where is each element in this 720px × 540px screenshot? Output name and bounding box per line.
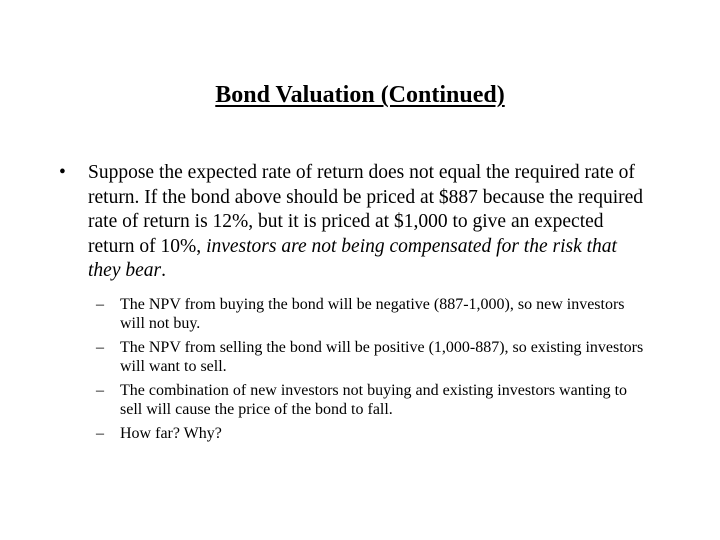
slide-title <box>0 79 720 111</box>
sub-bullet-text: How far? Why? <box>120 424 222 442</box>
sub-bullet-marker: – <box>96 381 104 399</box>
sub-bullet-text: The NPV from buying the bond will be negative (887-1,000), so new investors will not buy. <box>120 295 625 332</box>
sub-bullet-marker: – <box>96 424 104 442</box>
sub-bullet-item <box>0 295 650 334</box>
main-bullet <box>0 161 648 284</box>
sub-bullet-text: The combination of new investors not buying and existing investors wanting to sell will cause the price of the bond to fall. <box>120 381 628 418</box>
sub-bullet-item <box>0 338 650 377</box>
sub-bullet-text: The NPV from selling the bond will be positive (1,000-887), so existing investors will want to sell. <box>120 338 644 375</box>
bullet-text-end: . <box>161 260 166 281</box>
sub-bullet-marker: – <box>96 338 104 356</box>
sub-bullet-list <box>0 295 720 444</box>
sub-bullet-item <box>0 381 650 420</box>
bullet-text-emphasis: investors are not being compensated for the risk that they bear <box>88 235 617 281</box>
slide-title-text: Bond Valuation (Continued) <box>215 82 505 108</box>
sub-bullet-item <box>0 424 650 444</box>
bullet-block <box>0 161 720 447</box>
bullet-marker: • <box>59 162 66 183</box>
bullet-text: Suppose the expected rate of return does not equal the required rate of return. If the bond above should be priced at $887 because the required rate of return is 12%, but it is priced at $1,000 to give an expected return of 10%, <box>88 162 644 257</box>
sub-bullet-marker: – <box>96 295 104 313</box>
